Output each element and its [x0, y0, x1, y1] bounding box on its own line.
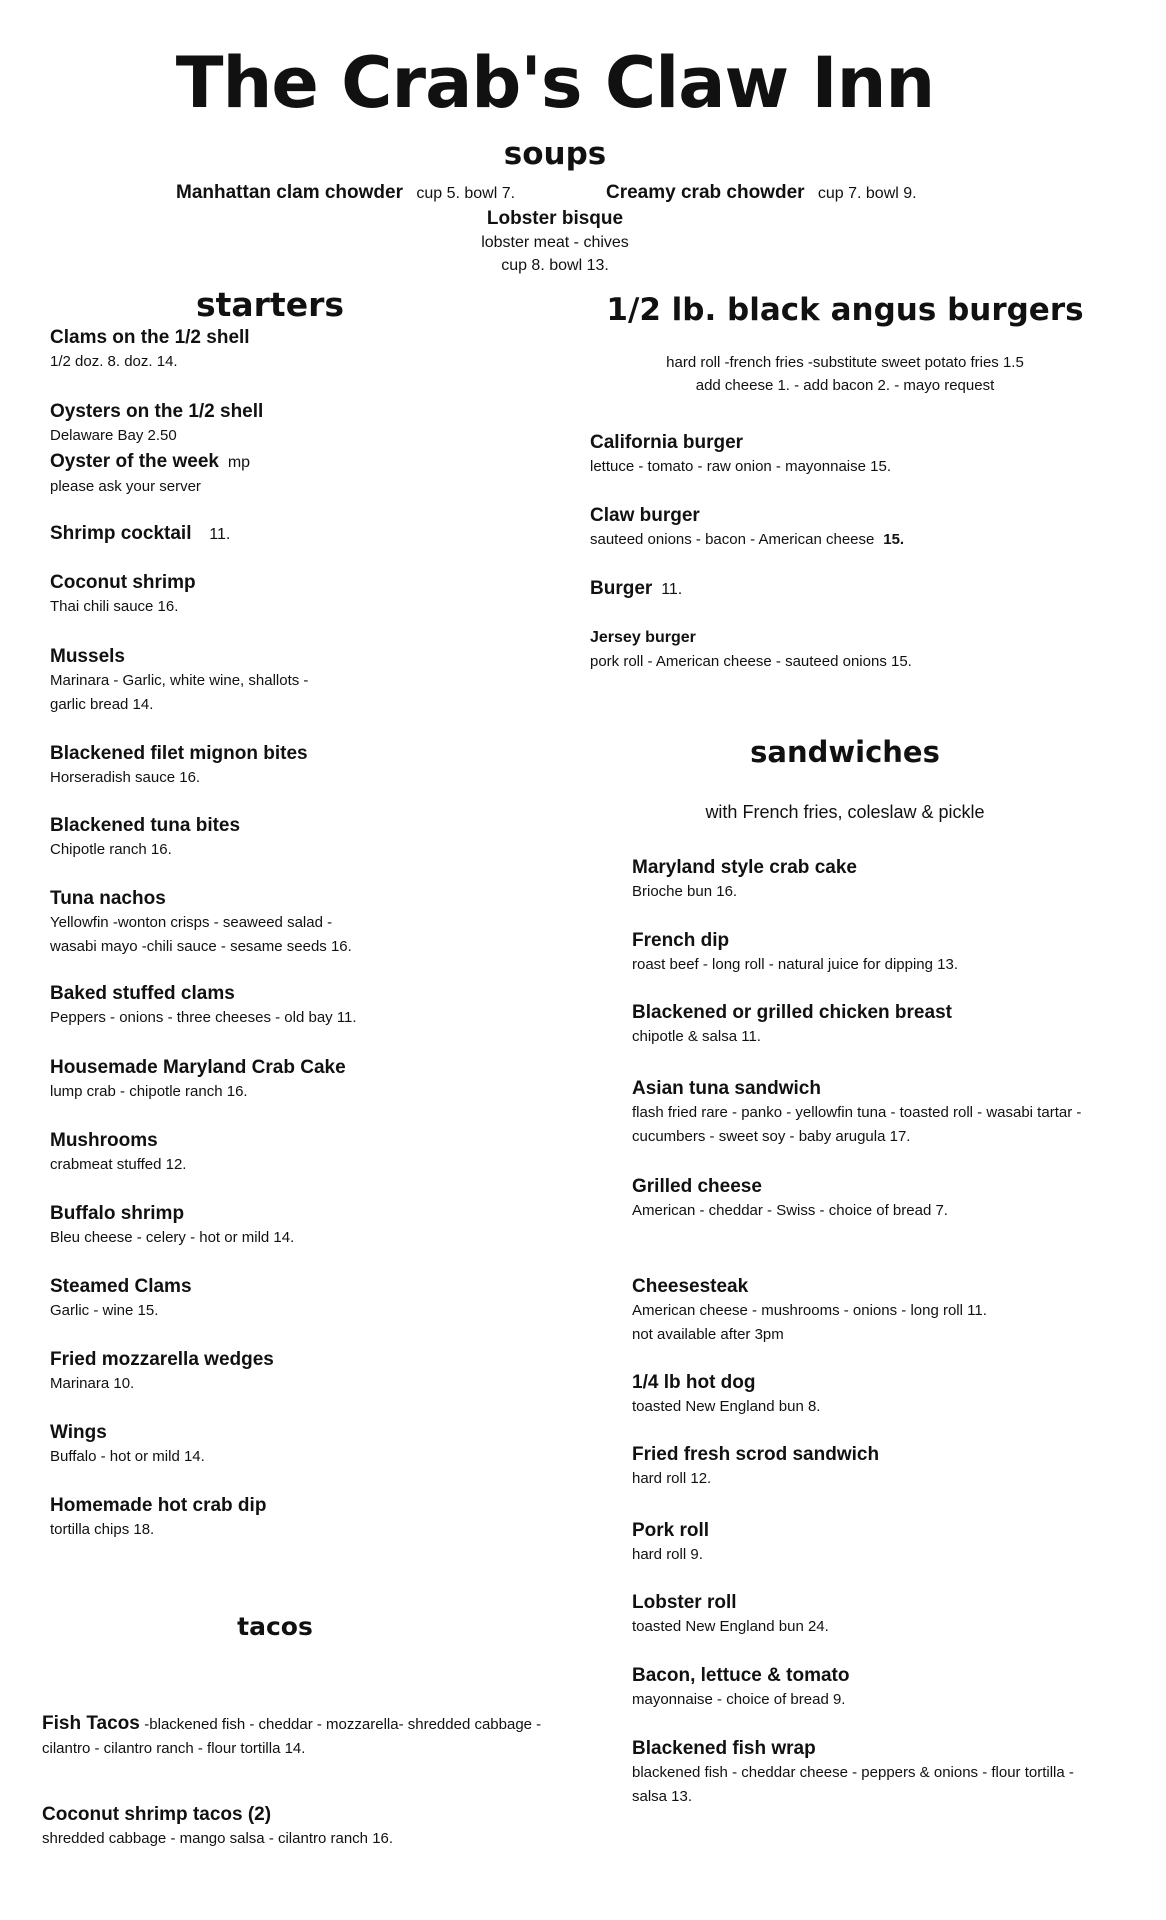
item-desc: toasted New England bun 8.: [632, 1398, 821, 1415]
soup-name: Creamy crab chowder: [606, 182, 805, 203]
item-name: Lobster roll: [632, 1592, 737, 1613]
item-name: Tuna nachos: [50, 888, 166, 909]
menu-item: [42, 1712, 541, 1761]
soups-heading: soups: [503, 136, 607, 172]
menu-item: [632, 1519, 709, 1567]
item-desc-line2: salsa 13.: [632, 1788, 693, 1805]
item-name: Homemade hot crab dip: [50, 1495, 267, 1516]
item-name: Jersey burger: [590, 629, 696, 646]
item-desc: Peppers - onions - three cheeses - old bay 11.: [50, 1009, 357, 1026]
soup-price: cup 7. bowl 9.: [817, 185, 917, 202]
menu-item: [632, 929, 958, 977]
item-desc: chipotle & salsa 11.: [632, 1028, 761, 1045]
item-desc: Yellowfin -wonton crisps - seaweed salad -: [50, 914, 333, 931]
menu-item: [50, 1202, 294, 1250]
item-desc: lump crab - chipotle ranch 16.: [50, 1083, 248, 1100]
item-name: Mushrooms: [50, 1130, 158, 1151]
menu-item: [632, 856, 857, 904]
item-price: 11.: [209, 526, 231, 543]
menu-item: [50, 814, 240, 862]
item-desc: Horseradish sauce 16.: [50, 769, 201, 786]
item-desc: shredded cabbage - mango salsa - cilantro ranch 16.: [42, 1830, 394, 1847]
menu-item: [50, 571, 196, 619]
menu-item: [50, 982, 357, 1030]
item-desc: flash fried rare - panko - yellowfin tuna - toasted roll - wasabi tartar -: [632, 1104, 1082, 1121]
menu-item: [50, 742, 308, 790]
item-name: Fried mozzarella wedges: [50, 1349, 274, 1370]
item-name: Blackened or grilled chicken breast: [632, 1002, 952, 1023]
item-desc-line2: wasabi mayo -chili sauce - sesame seeds 16.: [50, 938, 352, 955]
menu-item: [632, 1591, 829, 1639]
menu-item: [590, 504, 904, 552]
menu-item: [632, 1001, 952, 1049]
item-name: French dip: [632, 930, 730, 951]
item-name: California burger: [590, 432, 744, 453]
item-price: 15.: [883, 531, 905, 548]
menu-item: [590, 577, 682, 602]
menu-item: [50, 1348, 274, 1396]
item-name: Claw burger: [590, 505, 700, 526]
item-desc: Chipotle ranch 16.: [50, 841, 172, 858]
restaurant-title: The Crab's Claw Inn: [175, 42, 935, 124]
item-desc: Delaware Bay 2.50: [50, 427, 177, 444]
menu-item: [632, 1664, 849, 1712]
menu-item: [50, 1056, 346, 1104]
burgers-heading: 1/2 lb. black angus burgers: [606, 292, 1084, 328]
lobster-bisque-price: cup 8. bowl 13.: [501, 257, 609, 274]
item-name: Buffalo shrimp: [50, 1203, 185, 1224]
item-name: Shrimp cocktail: [50, 523, 192, 544]
item-name: Pork roll: [632, 1520, 710, 1541]
menu-item: [50, 645, 308, 717]
item-name: Steamed Clams: [50, 1276, 192, 1297]
item-desc: lettuce - tomato - raw onion - mayonnaise 15.: [590, 458, 891, 475]
sandwiches-heading: sandwiches: [750, 735, 940, 769]
menu-item: [590, 626, 912, 674]
lobster-bisque-name: Lobster bisque: [486, 208, 624, 229]
item-name: Clams on the 1/2 shell: [50, 327, 250, 348]
item-desc: Brioche bun 16.: [632, 883, 738, 900]
item-name: 1/4 lb hot dog: [632, 1372, 756, 1393]
lobster-bisque-desc: lobster meat - chives: [481, 234, 629, 251]
menu-item: [632, 1443, 879, 1491]
item-desc: toasted New England bun 24.: [632, 1618, 829, 1635]
item-desc: hard roll 12.: [632, 1470, 712, 1487]
menu-item: [632, 1077, 1081, 1149]
tacos-heading: tacos: [237, 1612, 313, 1641]
item-desc: Thai chili sauce 16.: [50, 598, 179, 615]
item-desc: mayonnaise - choice of bread 9.: [632, 1691, 846, 1708]
creamy-crab-chowder: [606, 182, 917, 204]
item-desc: Bleu cheese - celery - hot or mild 14.: [50, 1229, 295, 1246]
item-desc: crabmeat stuffed 12.: [50, 1156, 187, 1173]
item-desc: tortilla chips 18.: [50, 1521, 155, 1538]
starters-heading: starters: [195, 285, 345, 324]
item-name: Wings: [50, 1422, 107, 1443]
item-desc-line2: cilantro - cilantro ranch - flour tortilla 14.: [42, 1740, 306, 1757]
burgers-note-line1: hard roll -french fries -substitute sweet potato fries 1.5: [666, 354, 1024, 371]
item-name: Oyster of the week: [50, 451, 219, 472]
item-desc: sauteed onions - bacon - American cheese: [590, 531, 875, 548]
item-desc: American cheese - mushrooms - onions - long roll 11.: [632, 1302, 987, 1319]
menu-item: [632, 1737, 1074, 1809]
item-desc: -blackened fish - cheddar - mozzarella- shredded cabbage -: [144, 1716, 542, 1733]
item-price: mp: [227, 454, 251, 471]
item-name: Cheesesteak: [632, 1276, 749, 1297]
item-desc: pork roll - American cheese - sauteed onions 15.: [590, 653, 912, 670]
item-desc: blackened fish - cheddar cheese - peppers & onions - flour tortilla -: [632, 1764, 1074, 1781]
menu-item: [50, 450, 250, 499]
item-name: Coconut shrimp tacos (2): [42, 1804, 272, 1825]
item-name: Bacon, lettuce & tomato: [632, 1665, 850, 1686]
menu-item: [50, 1275, 192, 1323]
item-desc: 1/2 doz. 8. doz. 14.: [50, 353, 178, 370]
menu-item: [42, 1803, 393, 1851]
item-name: Housemade Maryland Crab Cake: [50, 1057, 346, 1078]
menu-item: [632, 1175, 948, 1223]
item-name: Oysters on the 1/2 shell: [50, 401, 264, 422]
item-name: Blackened filet mignon bites: [50, 743, 308, 764]
item-name: Grilled cheese: [632, 1176, 762, 1197]
item-desc: please ask your server: [50, 478, 201, 495]
item-name: Fried fresh scrod sandwich: [632, 1444, 880, 1465]
menu-item: [50, 887, 352, 959]
menu-item: [50, 1494, 266, 1542]
item-desc: hard roll 9.: [632, 1546, 703, 1563]
sandwiches-note: with French fries, coleslaw & pickle: [705, 802, 985, 822]
soup-price: cup 5. bowl 7.: [416, 185, 516, 202]
item-desc: Buffalo - hot or mild 14.: [50, 1448, 205, 1465]
item-desc-line2: not available after 3pm: [632, 1326, 784, 1343]
item-desc-line2: garlic bread 14.: [50, 696, 154, 713]
soup-name: Manhattan clam chowder: [176, 182, 403, 203]
item-name: Blackened tuna bites: [50, 815, 241, 836]
item-name: Maryland style crab cake: [632, 857, 857, 878]
item-desc: roast beef - long roll - natural juice for dipping 13.: [632, 956, 959, 973]
menu-item: [50, 326, 250, 374]
item-desc-line2: cucumbers - sweet soy - baby arugula 17.: [632, 1128, 911, 1145]
item-desc: American - cheddar - Swiss - choice of bread 7.: [632, 1202, 948, 1219]
item-desc: Garlic - wine 15.: [50, 1302, 159, 1319]
item-name: Asian tuna sandwich: [632, 1078, 821, 1099]
menu-item: [632, 1371, 820, 1419]
menu-item: [50, 1129, 186, 1177]
item-desc: Marinara 10.: [50, 1375, 135, 1392]
manhattan-clam-chowder: [176, 182, 515, 204]
menu-item: [50, 400, 263, 448]
menu-item: [50, 522, 230, 547]
item-price: 11.: [661, 581, 683, 598]
burgers-note-line2: add cheese 1. - add bacon 2. - mayo request: [695, 377, 995, 394]
item-desc: Marinara - Garlic, white wine, shallots -: [50, 672, 309, 689]
item-name: Fish Tacos: [42, 1713, 140, 1734]
menu-item: [590, 431, 891, 479]
menu-item: [632, 1275, 987, 1347]
item-name: Baked stuffed clams: [50, 983, 235, 1004]
item-name: Coconut shrimp: [50, 572, 196, 593]
item-name: Burger: [590, 578, 653, 599]
item-name: Mussels: [50, 646, 125, 667]
item-name: Blackened fish wrap: [632, 1738, 816, 1759]
menu-item: [50, 1421, 205, 1469]
